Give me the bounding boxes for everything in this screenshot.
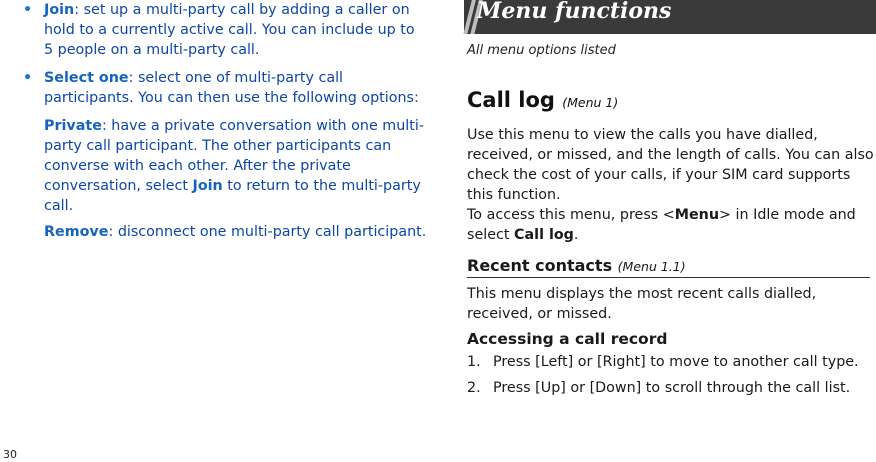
page-subtitle: All menu options listed: [467, 43, 616, 58]
list-item: [467, 378, 875, 398]
section-banner: [464, 0, 876, 34]
remove-text: : disconnect one multi-party call participant.: [108, 224, 427, 240]
step-text: Press [Up] or [Down] to scroll through the call list.: [493, 380, 851, 396]
private-text-1: : have a private conversation with one multi-party call participant. The other participants can converse with each other. After the private conversation, select: [44, 118, 424, 194]
remove-term: Remove: [44, 224, 109, 240]
join-text: : set up a multi-party call by adding a caller on hold to a currently active call. You can include up to 5 people on a multi-party call.: [44, 2, 415, 58]
recent-paragraph: This menu displays the most recent calls dialled, received, or missed.: [467, 286, 817, 322]
recent-contacts-heading: [467, 256, 870, 278]
access-menu: Menu: [674, 207, 720, 223]
private-term: Private: [44, 118, 102, 134]
bullet-dot: •: [23, 70, 33, 86]
step-text: Press [Left] or [Right] to move to another call type.: [493, 354, 859, 370]
access-text-1: To access this menu, press <: [467, 207, 675, 223]
page-number: 30: [3, 448, 17, 461]
bullet-join: [18, 0, 428, 60]
banner-title: Menu functions: [477, 0, 672, 24]
steps-list: [467, 352, 875, 404]
step-number: 1.: [467, 354, 481, 370]
call-log-heading: [467, 88, 618, 112]
access-call-log: Call log: [514, 227, 574, 243]
accessing-heading: Accessing a call record: [467, 330, 668, 348]
left-column: [18, 0, 428, 242]
join-term: Join: [44, 2, 75, 18]
select-text: : select one of multi-party call participants. You can then use the following options:: [44, 70, 419, 106]
access-paragraph: [467, 205, 875, 245]
recent-ref: (Menu 1.1): [617, 259, 686, 274]
call-log-title: Call log: [467, 88, 555, 112]
select-term: Select one: [44, 70, 129, 86]
private-join: Join: [192, 178, 223, 194]
recent-title: Recent contacts: [467, 256, 613, 275]
bullet-select-one: [18, 68, 428, 108]
bullet-dot: •: [23, 2, 33, 18]
call-log-ref: (Menu 1): [562, 95, 619, 110]
access-text-2: > in Idle mode and select: [467, 207, 856, 243]
option-private: [18, 116, 428, 216]
option-remove: [18, 222, 428, 242]
step-number: 2.: [467, 380, 481, 396]
list-item: [467, 352, 875, 372]
access-text-3: .: [573, 227, 579, 243]
private-text-2: to return to the multi-party call.: [44, 178, 421, 214]
call-log-paragraph: Use this menu to view the calls you have dialled, received, or missed, and the length of calls. You can also check the cost of your calls, if your SIM card supports this function.: [467, 127, 874, 203]
